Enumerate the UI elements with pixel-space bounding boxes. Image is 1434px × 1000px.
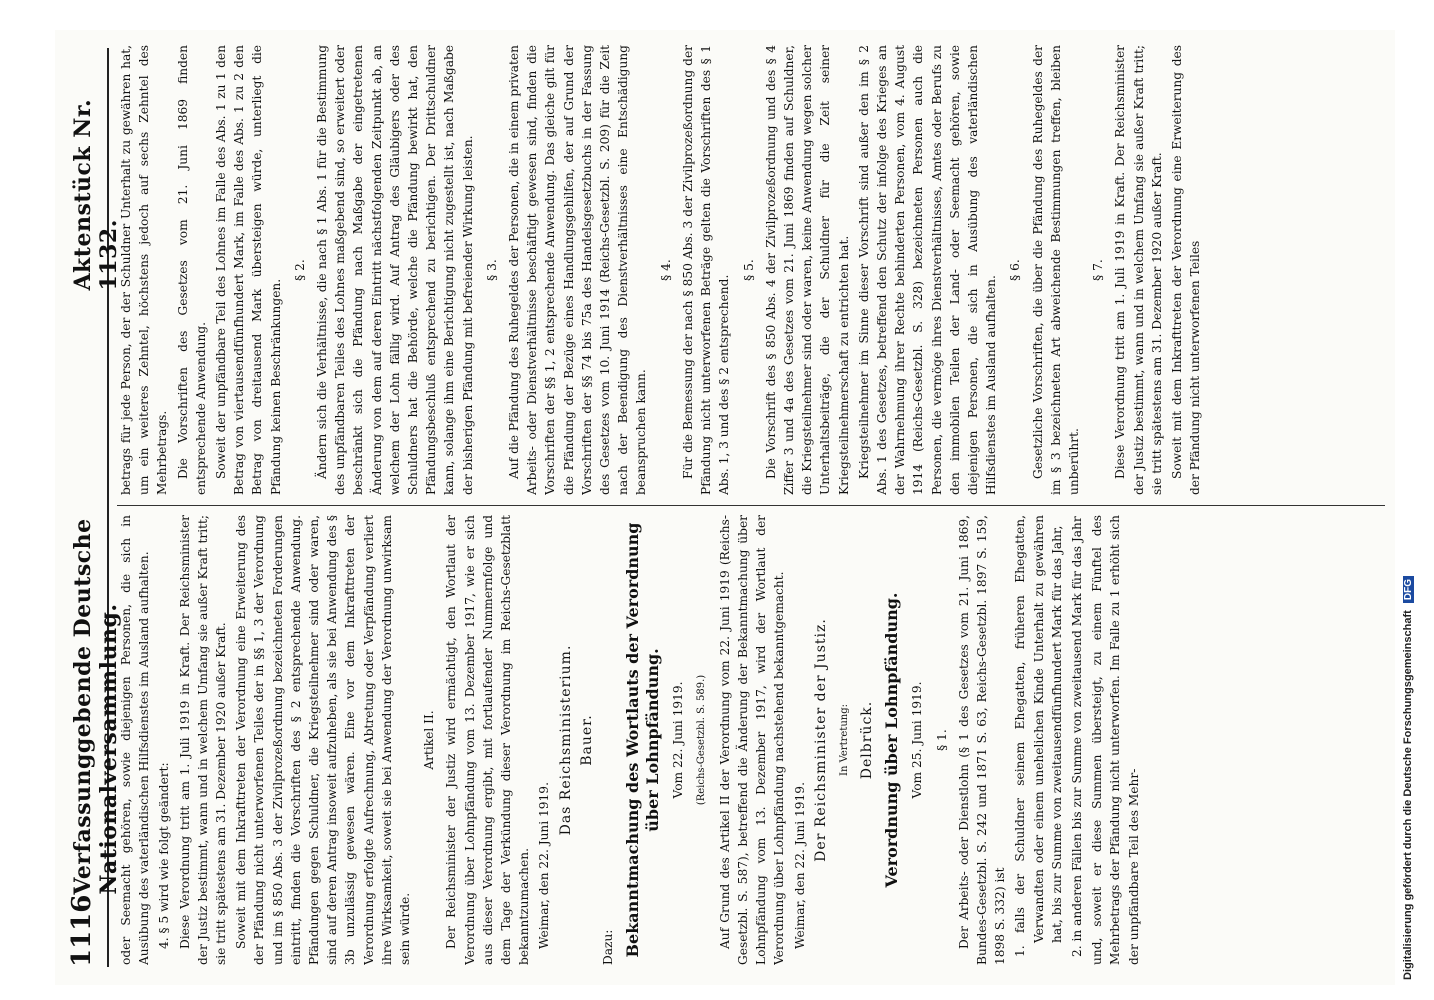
place-date: Weimar, den 22. Juni 1919.: [792, 782, 807, 949]
place-date: Weimar, den 22. Juni 1919.: [537, 782, 552, 949]
column-divider: [117, 505, 1385, 506]
paragraph: Der Arbeits- oder Dienstlohn (§ 1 des Gesetzes vom 21. Juni 1869, Bundes-Gesetzbl. S. 242 und 1871 S. 63, Reichs-Gesetzbl. 1897 S. 159, 1898 S. 332) ist: [956, 515, 1008, 965]
page-number: 1116: [67, 894, 97, 967]
heading-date: Vom 25. Juni 1919.: [910, 681, 925, 799]
paragraph: 4. § 5 wird wie folgt geändert:: [157, 762, 172, 949]
paragraph: Soweit der unpfändbare Teil des Lohnes im Falle des Abs. 1 zu 1 den Betrag von viertausendfünfhundert Mark, im Falle des Abs. 1 zu 2 den Betrag von dreitausend Mark übersteigen würde, unterliegt die Pfändung keinen Beschränkungen.: [214, 45, 283, 495]
publication-title: Verfassunggebende Deutsche Nationalversammlung.: [70, 518, 122, 895]
list-item: 1. falls der Schuldner seinem Ehegatten, früheren Ehegatten, Verwandten oder einem unehelichen Kinde Unterhalt zu gewähren hat, bis zur Summe von zweitausendfünfhundert Mark für das Jahr,: [1013, 515, 1064, 957]
paragraph: Für die Bemessung der nach § 850 Abs. 3 der Zivilprozeßordnung der Pfändung nicht unterworfenen Beträge gelten die Vorschriften des § 1 Abs. 1, 3 und des § 2 entsprechend.: [680, 45, 732, 495]
signer-name: Delbrück.: [859, 700, 876, 780]
paragraph: Ändern sich die Verhältnisse, die nach § 1 Abs. 1 für die Bestimmung des unpfändbaren Teiles des Lohnes maßgebend sind, so erweitert oder beschränkt sich die Pfändung nach Maßgabe der eingetretenen Änderung von dem auf deren Eintritt nächstfolgenden Zeitpunkt ab, an welchem der Lohn fällig wird. Auf Antrag des Gläubigers oder des Schuldners hat die Behörde, welche die Pfändung bewirkt hat, den Pfändungsbeschluß entsprechend zu berichtigen. Der Drittschuldner kann, solange ihm eine Berichtigung nicht zugestellt ist, nach Maßgabe der bisherigen Pfändung mit befreiender Wirkung leisten.: [315, 45, 475, 495]
funding-text: Digitalisierung gefördert durch die Deutsche Forschungsgemeinschaft: [1402, 610, 1414, 980]
paragraph: Die Vorschriften des Gesetzes vom 21. Juni 1869 finden entsprechende Anwendung.: [175, 45, 208, 495]
paragraph: und, soweit er diese Summen übersteigt, zu einem Fünftel des Mehrbetrags der Pfändung nicht unterworfen. Im Falle zu 1 erhöht sich der unpfändbare Teil des Mehr-: [1090, 515, 1141, 965]
section-heading: Bekanntmachung des Wortlauts der Verordnung über Lohnpfändung.: [623, 522, 663, 958]
vertretung-label: In Vertretung:: [838, 704, 850, 776]
list-item: 2. in anderen Fällen bis zur Summe von zweitausend Mark für das Jahr: [1069, 516, 1084, 957]
paragraph: Auf Grund des Artikel II der Verordnung vom 22. Juni 1919 (Reichs-Gesetzbl. S. 587), betreffend die Änderung der Bekanntmachung über Lohnpfändung vom 13. Dezember 1917, wird der Wortlaut der Verordnung über Lohnpfändung nachstehend bekanntgemacht.: [717, 515, 787, 965]
paragraph: Diese Verordnung tritt am 1. Juli 1919 in Kraft. Der Reichsminister der Justiz bestimmt, wann und in welchem Umfang sie außer Kraft tritt; sie tritt spätestens am 31. Dezember 1920 außer Kraft.: [1113, 45, 1164, 495]
section-heading: Verordnung über Lohnpfändung.: [882, 592, 902, 888]
left-column: [117, 515, 1385, 965]
paragraph: Gesetzliche Vorschriften, die über die Pfändung des Ruhegeldes der im § 3 bezeichneten Art abweichende Bestimmungen treffen, bleiben unberührt.: [1030, 45, 1081, 495]
ministry-signature: Das Reichsministerium.: [557, 644, 574, 836]
paragraph: Die Vorschrift des § 850 Abs. 4 der Zivilprozeßordnung und des § 4 Ziffer 3 und 4a des Gesetzes vom 21. Juni 1869 finden auf Schuldner, die Kriegsteilnehmer sind oder waren, keine Anwendung wegen solcher Unterhaltsbeiträge, die der Schuldner für die Zeit seiner Kriegsteilnehmerschaft zu entrichten hat.: [763, 45, 851, 495]
paragraph: oder Seemacht gehören, sowie diejenigen Personen, die sich in Ausübung des vaterländischen Hilfsdienstes im Ausland aufhalten.: [119, 515, 152, 965]
paragraph: Soweit mit dem Inkrafttreten der Verordnung eine Erweiterung des der Pfändung nicht unterworfenen Teiles der in §§ 1, 3 der Verordnung und im § 850 Abs. 3 der Zivilprozeßordnung bezeichneten Forderungen eintritt, finden die Vorschriften des § 2 entsprechende Anwendung. Pfändungen gegen Schuldner, die Kriegsteilnehmer sind oder waren, sind auf deren Antrag insoweit aufzuheben, als sie bei Anwendung des § 3b unzulässig gewesen wären. Eine vor dem Inkrafttreten der Verordnung erfolgte Aufrechnung, Abtretung oder Verpfändung verliert ihre Wirksamkeit, soweit sie bei Anwendung der Verordnung unwirksam sein würde.: [234, 515, 413, 965]
paragraph: betrags für jede Person, der der Schuldner Unterhalt zu gewähren hat, um ein weiteres Zehntel, höchstens jedoch auf sechs Zehntel des Mehrbetrags.: [119, 45, 170, 495]
section-number: § 7.: [1091, 259, 1106, 281]
heading-date: Vom 22. Juni 1919.: [671, 681, 686, 799]
paragraph: Der Reichsminister der Justiz wird ermächtigt, den Wortlaut der Verordnung über Lohnpfändung vom 13. Dezember 1917, wie er sich aus dieser Verordnung ergibt, mit fortlaufender Nummernfolge und dem Tage der Verkündung dieser Verordnung im Reichs-Gesetzblatt bekanntzumachen.: [444, 515, 532, 965]
paragraph: Diese Verordnung tritt am 1. Juli 1919 in Kraft. Der Reichsminister der Justiz bestimmt, wann und in welchem Umfang sie außer Kraft tritt; sie tritt spätestens am 31. Dezember 1920 außer Kraft.: [177, 515, 229, 965]
section-number: § 5.: [741, 259, 756, 281]
document-page: [55, 30, 1395, 985]
paragraph: Kriegsteilnehmer im Sinne dieser Vorschrift sind außer den im § 2 Abs. 1 des Gesetzes, betreffend den Schutz der infolge des Krieges an der Wahrnehmung ihrer Rechte behinderten Personen, vom 4. August 1914 (Reichs-Gesetzbl. S. 328) bezeichneten Personen auch die Personen, die vermöge ihres Dienstverhältnisses, Amtes oder Berufs zu den immobilen Teilen der Land- oder Seemacht gehören, sowie diejenigen Personen, die sich in Ausübung des vaterländischen Hilfsdienstes im Ausland aufhalten.: [856, 45, 999, 495]
right-column: [117, 45, 1385, 495]
page-header: [67, 48, 122, 967]
funding-note: [1402, 20, 1414, 980]
paragraph: Soweit mit dem Inkrafttreten der Verordnung eine Erweiterung des der Pfändung nicht unterworfenen Teiles: [1169, 45, 1203, 495]
dazu-label: Dazu:: [601, 929, 616, 965]
signer-name: Bauer.: [578, 714, 595, 766]
paragraph: Auf die Pfändung des Ruhegeldes der Personen, die in einem privaten Arbeits- oder Dienstverhältnisse beschäftigt gewesen sind, finden die Vorschriften der §§ 1, 2 entsprechende Anwendung. Das gleiche gilt für die Pfändung der Bezüge eines Handlungsgehilfen, der auf Grund der Vorschriften der §§ 74 bis 75a des Handelsgesetzbuchs in der Fassung des Gesetzes vom 10. Juni 1914 (Reichs-Gesetzbl. S. 209) für die Zeit nach der Beendigung des Dienstverhältnisses eine Entschädigung beanspruchen kann.: [507, 45, 649, 495]
section-number: § 4.: [658, 259, 673, 281]
article-heading: Artikel II.: [422, 710, 437, 770]
document-number: Aktenstück Nr. 1132.: [70, 98, 122, 291]
section-number: § 6.: [1008, 259, 1023, 281]
dfg-logo: DFG: [1403, 576, 1414, 603]
rotated-page-content: [55, 30, 1395, 985]
section-number: § 2.: [292, 259, 307, 281]
gazette-reference: (Reichs-Gesetzbl. S. 589.): [696, 674, 708, 806]
minister-signature: Der Reichsminister der Justiz.: [812, 618, 829, 862]
section-number: § 3.: [484, 259, 499, 281]
digitization-sidebar: [1394, 0, 1434, 1000]
section-number: § 1.: [934, 729, 949, 751]
